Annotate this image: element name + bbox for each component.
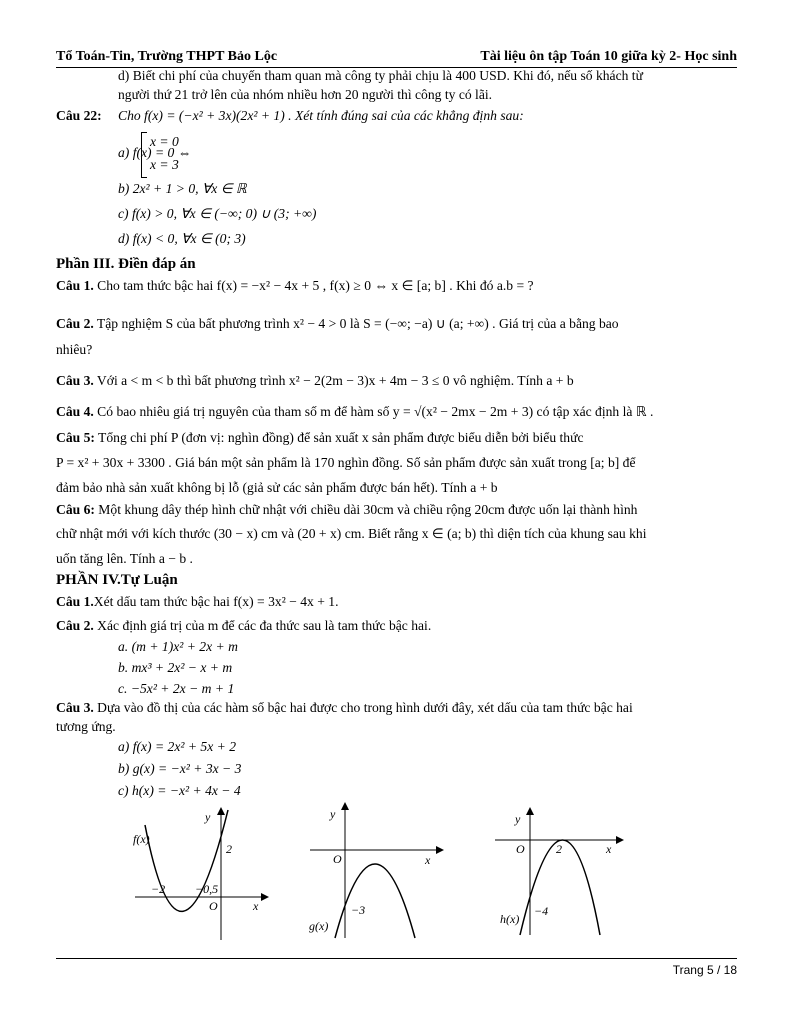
p3-q2 [56,316,619,332]
p3-q4 [56,404,653,420]
q22-a: a) f(x) = 0 ⇔ [118,145,192,160]
p4-q2-c: c. −5x² + 2x − m + 1 [118,681,235,696]
footer-rule [56,958,737,959]
graph-h-label: h(x) [500,912,520,926]
p3-q2-label: Câu 2. [56,316,94,331]
q22-a-bracket [141,132,147,178]
p3-q5-text: Tổng chi phí P (đơn vị: nghìn đồng) để sản xuất x sản phẩm được biểu diễn bởi biểu thức [94,430,584,445]
p3-q1-text: Cho tam thức bậc hai f(x) = −x² − 4x + 5 , f(x) ≥ 0 ⇔ x ∈ [a; b] . Khi đó a.b = ? [93,278,534,293]
p3-q5-cont1: P = x² + 30x + 3300 . Giá bán một sản phẩm là 170 nghìn đồng. Số sản phẩm được sản xuất trong [a; b] để [56,455,636,470]
graph-f-label: f(x) [133,832,150,846]
p3-q6 [56,502,637,518]
graph-h-x-label: x [606,842,612,856]
header-doc-title: Tài liệu ôn tập Toán 10 giữa kỳ 2- Học sinh [480,49,737,64]
p3-q3-text: Với a < m < b thì bất phương trình x² − 2(2m − 3)x + 4m − 3 ≤ 0 vô nghiệm. Tính a + b [93,373,574,388]
p4-q2-text: Xác định giá trị của m để các đa thức sau là tam thức bậc hai. [93,618,432,633]
p3-q4-text: Có bao nhiêu giá trị nguyên của tham số m để hàm số y = √(x² − 2mx − 2m + 3) có tập xác định là ℝ . [93,404,654,419]
p3-q3-label: Câu 3. [56,373,94,388]
p4-q3-a: a) f(x) = 2x² + 5x + 2 [118,739,237,754]
p3-q5-label: Câu 5: [56,430,95,445]
q22-text: Cho f(x) = (−x² + 3x)(2x² + 1) . Xét tính đúng sai của các khẳng định sau: [118,108,524,123]
p3-q3 [56,373,574,389]
q21-d-line2: người thứ 21 trở lên của nhóm nhiều hơn 20 người thì công ty có lãi. [118,87,493,102]
p3-q4-label: Câu 4. [56,404,94,419]
p4-q1 [56,594,338,610]
p4-q3 [56,700,633,716]
graph-h-tick-2: 2 [556,842,562,856]
p4-q2-a: a. (m + 1)x² + 2x + m [118,639,238,654]
p4-q3-label: Câu 3. [56,700,94,715]
p3-q6-cont2: uốn tăng lên. Tính a − b . [56,551,193,566]
graph-f-curve [145,810,228,911]
p3-q6-cont1: chữ nhật mới với kích thước (30 − x) cm và (20 + x) cm. Biết rằng x ∈ (a; b) thì diện tích của khung sau khi [56,526,647,541]
p4-q3-b: b) g(x) = −x² + 3x − 3 [118,761,242,776]
graph-g-origin: O [333,852,342,866]
q22-c: c) f(x) > 0, ∀x ∈ (−∞; 0) ∪ (3; +∞) [118,206,317,221]
q22-a-case2: x = 3 [150,157,179,172]
graph-f [125,805,270,945]
q22-label: Câu 22: [56,108,102,123]
header-school: Tổ Toán-Tin, Trường THPT Bảo Lộc [56,49,278,64]
graph-h-y-label: y [515,812,521,826]
graph-g-label: g(x) [309,919,329,933]
p4-q2 [56,618,431,634]
graph-f-x-label: x [253,899,259,913]
graph-f-tick-m2: −2 [151,882,166,896]
page-number: Trang 5 / 18 [672,963,737,977]
graph-f-y-label: y [205,810,211,824]
q22-a-case1: x = 0 [150,134,179,149]
q21-d-line1: d) Biết chi phí của chuyến tham quan mà công ty phải chịu là 400 USD. Khi đó, nếu số khách từ [118,68,643,83]
p3-q6-text: Một khung dây thép hình chữ nhật với chiều dài 30cm và chiều rộng 20cm được uốn lại thành hình [94,502,638,517]
p3-q1 [56,278,534,294]
p4-q1-text: Xét dấu tam thức bậc hai f(x) = 3x² − 4x + 1. [93,594,339,609]
graph-f-tick-m05: −0,5 [195,882,219,896]
graph-g-tick-m3: −3 [351,903,366,917]
p3-q2-cont: nhiêu? [56,342,93,357]
p3-q2-text: Tập nghiệm S của bất phương trình x² − 4 > 0 là S = (−∞; −a) ∪ (a; +∞) . Giá trị của a bằng bao [93,316,619,331]
graph-h-origin: O [516,842,525,856]
graph-h [490,805,625,940]
p4-q2-b: b. mx³ + 2x² − x + m [118,660,233,675]
graph-f-origin: O [209,899,218,913]
p3-q5 [56,430,584,446]
p3-q5-cont2: đảm bảo nhà sản xuất không bị lỗ (giả sử các sản phẩm được bán hết). Tính a + b [56,480,498,495]
graph-g-x-label: x [425,853,431,867]
p3-q6-label: Câu 6: [56,502,95,517]
p3-q1-label: Câu 1. [56,278,94,293]
graph-g [305,800,445,940]
graph-g-y-label: y [330,807,336,821]
part3-heading: Phần III. Điền đáp án [56,256,196,272]
p4-q3-cont: tương ứng. [56,719,116,734]
part4-heading: PHẦN IV.Tự Luận [56,572,178,588]
graph-h-tick-m4: −4 [534,904,549,918]
graph-g-curve [335,864,415,938]
graph-f-tick-2: 2 [226,842,232,856]
p4-q1-label: Câu 1. [56,594,94,609]
p4-q2-label: Câu 2. [56,618,94,633]
p4-q3-text: Dựa vào đồ thị của các hàm số bậc hai được cho trong hình dưới đây, xét dấu của tam thức bậc hai [93,700,633,715]
q22-d: d) f(x) < 0, ∀x ∈ (0; 3) [118,231,246,246]
p4-q3-c: c) h(x) = −x² + 4x − 4 [118,783,241,798]
q22-b: b) 2x² + 1 > 0, ∀x ∈ ℝ [118,181,247,196]
